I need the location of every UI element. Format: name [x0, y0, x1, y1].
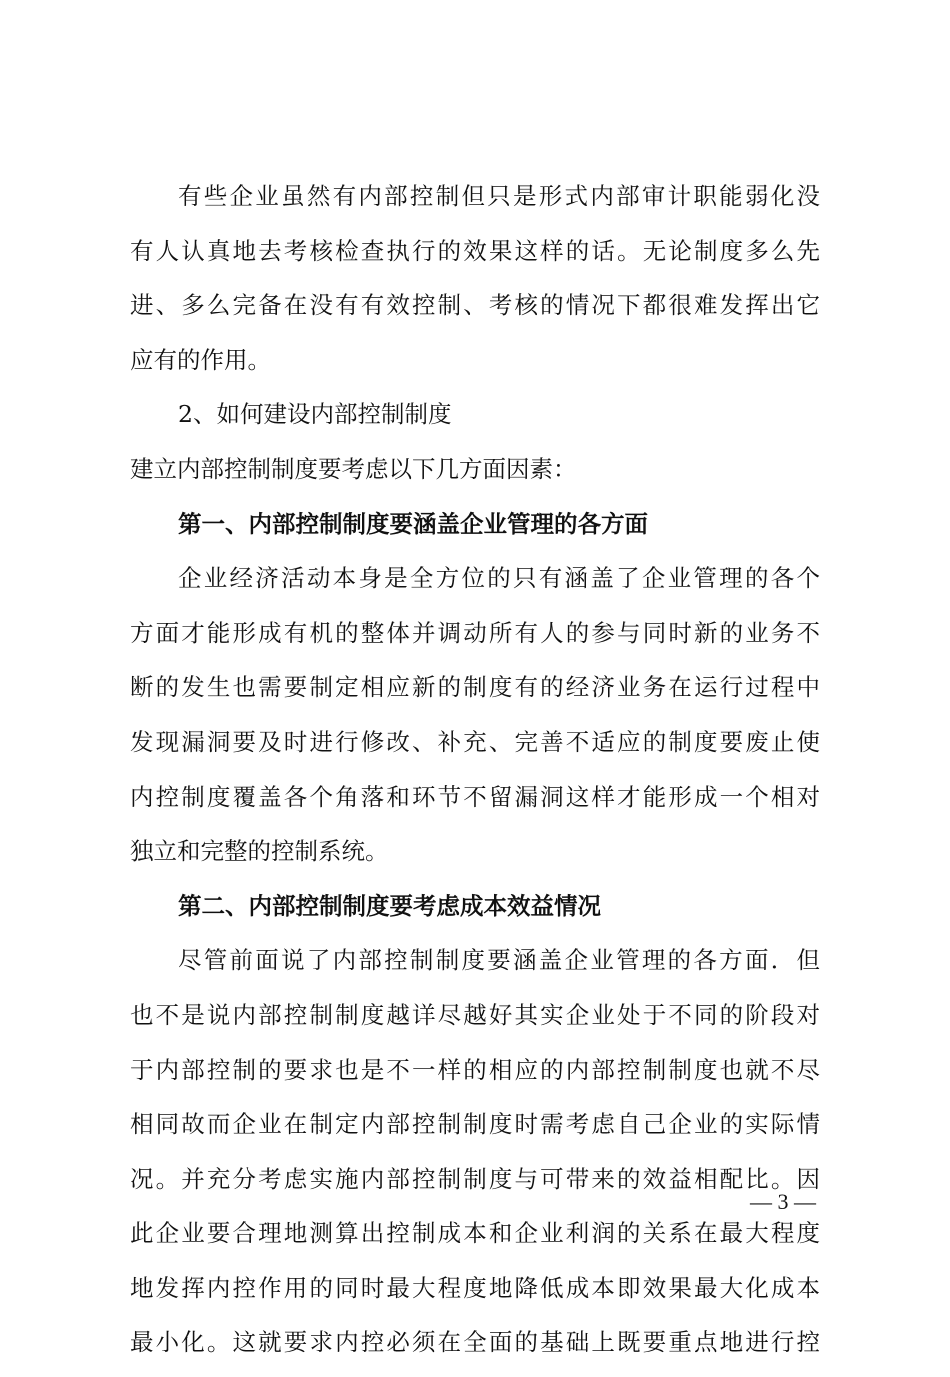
heading-cost-benefit: 第二、内部控制制度要考虑成本效益情况 [178, 891, 601, 920]
paragraph-line: 尽管前面说了内部控制制度要涵盖企业管理的各方面．但 [178, 946, 820, 975]
paragraph-internal-control-weakness [130, 176, 820, 394]
paragraph-line: 于内部控制的要求也是不一样的相应的内部控制制度也就不尽 [130, 1055, 820, 1084]
paragraph-line: 有人认真地去考核检查执行的效果这样的话。无论制度多么先 [130, 236, 820, 265]
paragraph-line: 况。并充分考虑实施内部控制制度与可带来的效益相配比。因 [130, 1164, 820, 1193]
heading-coverage: 第一、内部控制制度要涵盖企业管理的各方面 [178, 509, 648, 538]
paragraph-line: 也不是说内部控制制度越详尽越好其实企业处于不同的阶段对 [130, 1000, 820, 1029]
paragraph-line: 相同故而企业在制定内部控制制度时需考虑自己企业的实际情 [130, 1110, 820, 1139]
paragraph-line: 发现漏洞要及时进行修改、补充、完善不适应的制度要废止使 [130, 727, 820, 756]
paragraph-cost-benefit [130, 940, 820, 1377]
intro-text: 建立内部控制制度要考虑以下几方面因素： [130, 454, 577, 483]
document-body [130, 176, 820, 1377]
paragraph-coverage [130, 558, 820, 886]
paragraph-line: 独立和完整的控制系统。 [130, 837, 389, 866]
paragraph-line: 应有的作用。 [130, 345, 271, 374]
paragraph-line: 企业经济活动本身是全方位的只有涵盖了企业管理的各个 [178, 564, 820, 593]
paragraph-line: 最小化。这就要求内控必须在全面的基础上既要重点地进行控 [130, 1328, 820, 1357]
paragraph-line: 有些企业虽然有内部控制但只是形式内部审计职能弱化没 [178, 182, 820, 210]
paragraph-line: 此企业要合理地测算出控制成本和企业利润的关系在最大程度 [130, 1219, 820, 1248]
paragraph-line: 地发挥内控作用的同时最大程度地降低成本即效果最大化成本 [130, 1273, 820, 1302]
page-number: — 3 — [750, 1189, 816, 1214]
paragraph-line: 进、多么完备在没有有效控制、考核的情况下都很难发挥出它 [130, 291, 820, 320]
section-title: 2、如何建设内部控制制度 [178, 400, 452, 429]
paragraph-line: 方面才能形成有机的整体并调动所有人的参与同时新的业务不 [130, 618, 820, 647]
paragraph-line: 断的发生也需要制定相应新的制度有的经济业务在运行过程中 [130, 673, 820, 702]
paragraph-line: 内控制度覆盖各个角落和环节不留漏洞这样才能形成一个相对 [130, 782, 820, 811]
